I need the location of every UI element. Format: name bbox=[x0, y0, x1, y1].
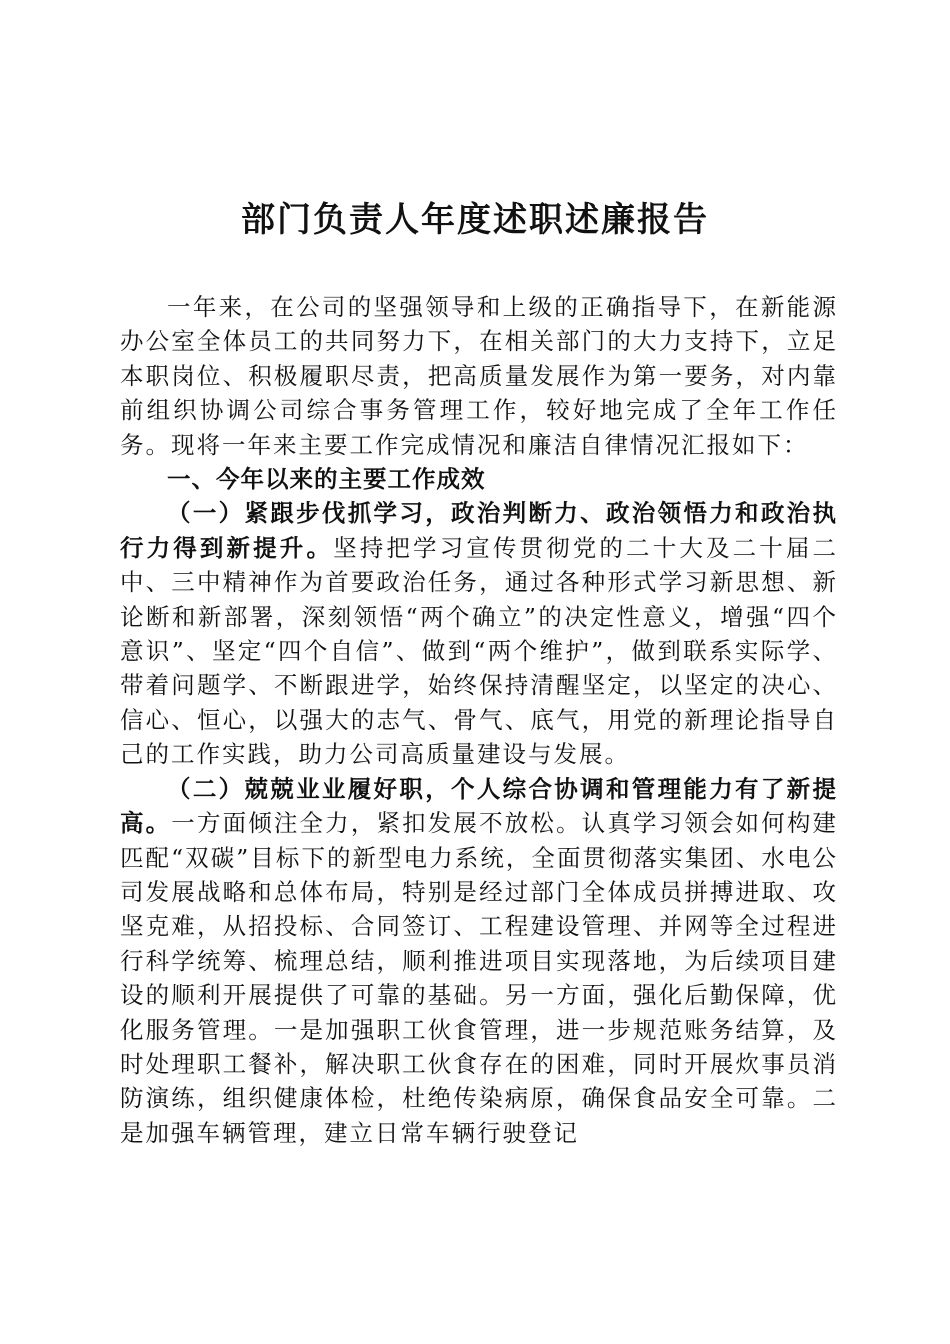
document-body bbox=[120, 290, 838, 1150]
item-1-lead: （一）紧跟步伐抓学习，政治判断力、政治领悟力和政治执行力得到新提升。 bbox=[120, 499, 838, 562]
section-heading: 一、今年以来的主要工作成效 bbox=[167, 465, 486, 494]
item-1-body: 坚持把学习宣传贯彻党的二十大及二十届二中、三中精神作为首要政治任务，通过各种形式学习新思想、新论断和新部署，深刻领悟“两个确立”的决定性意义，增强“四个意识”、坚定“四个自信”、做到“两个维护”，做到联系实际学、带着问题学、不断跟进学，始终保持清醒坚定，以坚定的决心、信心、恒心，以强大的志气、骨气、底气，用党的新理论指导自己的工作实践，助力公司高质量建设与发展。 bbox=[120, 533, 839, 769]
intro-paragraph: 一年来，在公司的坚强领导和上级的正确指导下，在新能源办公室全体员工的共同努力下，在相关部门的大力支持下，立足本职岗位、积极履职尽责，把高质量发展作为第一要务，对内靠前组织协调公司综合事务管理工作，较好地完成了全年工作任务。现将一年来主要工作完成情况和廉洁自律情况汇报如下： bbox=[120, 293, 838, 459]
section-item-2 bbox=[120, 772, 838, 1150]
item-2-body: 一方面倾注全力，紧扣发展不放松。认真学习领会如何构建匹配“双碳”目标下的新型电力系统，全面贯彻落实集团、水电公司发展战略和总体布局，特别是经过部门全体成员拼搏进取、攻坚克难，从招投标、合同签订、工程建设管理、并网等全过程进行科学统筹、梳理总结，顺利推进项目实现落地，为后续项目建设的顺利开展提供了可靠的基础。另一方面，强化后勤保障，优化服务管理。一是加强职工伙食管理，进一步规范账务结算，及时处理职工餐补，解决职工伙食存在的困难，同时开展炊事员消防演练，组织健康体检，杜绝传染病原，确保食品安全可靠。二是加强车辆管理，建立日常车辆行驶登记 bbox=[120, 809, 838, 1147]
document-title: 部门负责人年度述职述廉报告 bbox=[241, 200, 709, 240]
section-item-1 bbox=[120, 496, 838, 771]
item-2-lead: （二）兢兢业业履好职，个人综合协调和管理能力有了新提高。 bbox=[120, 774, 838, 838]
